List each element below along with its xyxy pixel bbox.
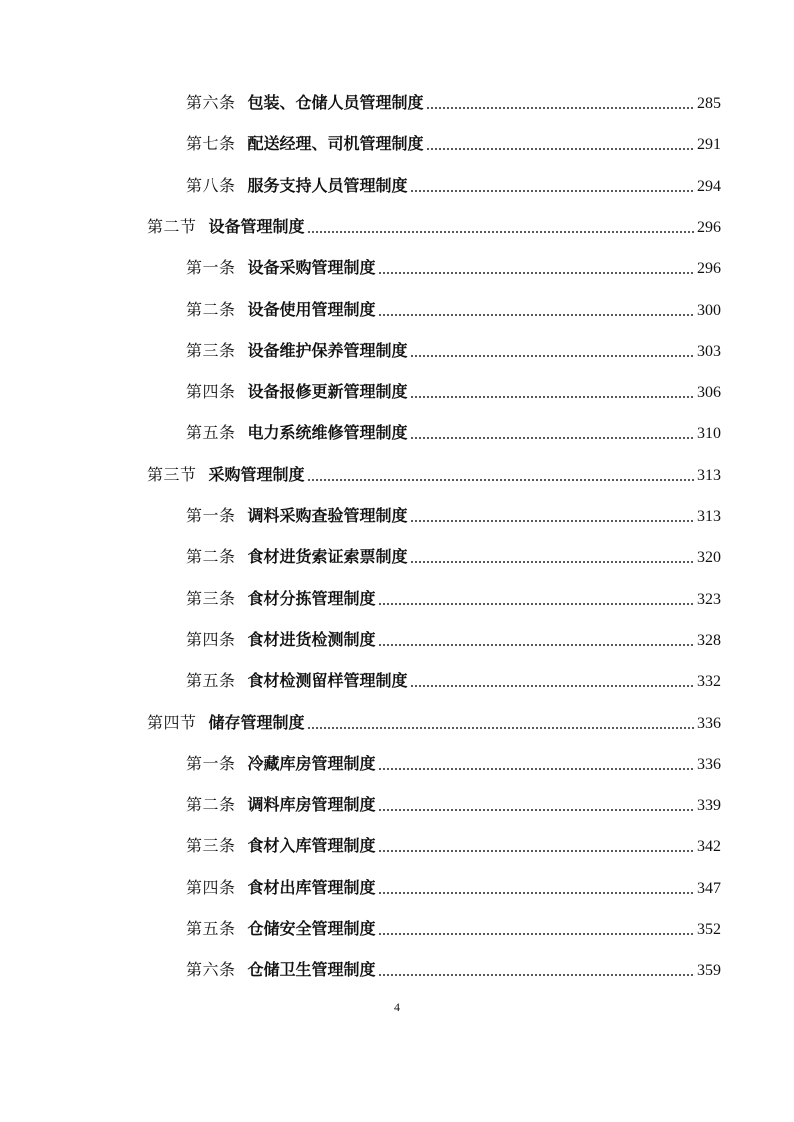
toc-article-entry[interactable] <box>186 131 721 157</box>
toc-article-entry[interactable] <box>186 420 721 446</box>
dot-leader <box>307 231 695 233</box>
dot-leader <box>307 479 695 481</box>
dot-leader <box>410 396 695 398</box>
toc-entry-title: 食材分拣管理制度 <box>247 588 376 608</box>
toc-entry-number: 第三条 <box>186 340 236 360</box>
toc-article-entry[interactable] <box>186 173 721 199</box>
toc-entry-title: 调料库房管理制度 <box>247 795 376 815</box>
toc-article-entry[interactable] <box>186 916 721 942</box>
toc-entry-title: 食材进货索证索票制度 <box>247 547 408 567</box>
toc-article-entry[interactable] <box>186 379 721 405</box>
toc-entry-number: 第三条 <box>186 588 236 608</box>
dot-leader <box>426 107 695 109</box>
toc-article-entry[interactable] <box>186 751 721 777</box>
toc-entry-page: 313 <box>697 466 721 484</box>
dot-leader <box>378 644 695 646</box>
toc-entry-page: 336 <box>697 755 721 773</box>
toc-entry-title: 电力系统维修管理制度 <box>247 423 408 443</box>
dot-leader <box>378 809 695 811</box>
toc-entry-number: 第四条 <box>186 629 236 649</box>
toc-entry-page: 291 <box>697 136 721 154</box>
toc-section-entry[interactable] <box>147 214 721 240</box>
dot-leader <box>378 768 695 770</box>
toc-entry-page: 300 <box>697 301 721 319</box>
toc-entry-title: 设备使用管理制度 <box>247 299 376 319</box>
dot-leader <box>307 727 695 729</box>
toc-article-entry[interactable] <box>186 957 721 983</box>
toc-entry-title: 采购管理制度 <box>208 464 305 484</box>
toc-entry-page: 285 <box>697 95 721 112</box>
toc-entry-number: 第五条 <box>186 423 236 443</box>
toc-entry-number: 第五条 <box>186 671 236 691</box>
toc-article-entry[interactable] <box>186 586 721 612</box>
toc-entry-title: 设备报修更新管理制度 <box>247 382 408 402</box>
toc-entry-page: 313 <box>697 508 721 525</box>
toc-section-entry[interactable] <box>147 710 721 736</box>
toc-entry-page: 359 <box>697 962 721 980</box>
toc-entry-title: 食材检测留样管理制度 <box>247 671 408 691</box>
toc-entry-number: 第二条 <box>186 547 236 567</box>
toc-entry-page: 323 <box>697 590 721 608</box>
toc-entry-number: 第四节 <box>147 712 197 732</box>
toc-article-entry[interactable] <box>186 544 721 570</box>
dot-leader <box>410 561 695 563</box>
toc-entry-title: 冷藏库房管理制度 <box>247 753 376 773</box>
dot-leader <box>410 520 695 522</box>
toc-entry-number: 第四条 <box>186 877 236 897</box>
toc-article-entry[interactable] <box>186 90 721 116</box>
toc-article-entry[interactable] <box>186 255 721 281</box>
dot-leader <box>426 148 695 150</box>
toc-entry-number: 第五条 <box>186 919 236 938</box>
toc-entry-number: 第六条 <box>186 960 236 980</box>
toc-entry-page: 294 <box>697 177 721 195</box>
dot-leader <box>410 437 695 439</box>
toc-article-entry[interactable] <box>186 875 721 901</box>
toc-entry-title: 服务支持人员管理制度 <box>247 175 408 195</box>
toc-article-entry[interactable] <box>186 833 721 859</box>
dot-leader <box>378 974 695 976</box>
toc-article-entry[interactable] <box>186 627 721 653</box>
toc-entry-number: 第八条 <box>186 175 236 195</box>
dot-leader <box>378 933 695 935</box>
toc-article-entry[interactable] <box>186 792 721 818</box>
toc-entry-title: 储存管理制度 <box>208 712 305 732</box>
toc-entry-number: 第一条 <box>186 258 236 278</box>
toc-entry-page: 296 <box>697 218 721 236</box>
toc-entry-page: 347 <box>697 879 721 897</box>
toc-entry-title: 仓储安全管理制度 <box>247 919 376 938</box>
dot-leader <box>410 685 695 687</box>
toc-entry-number: 第二条 <box>186 299 236 319</box>
dot-leader <box>410 190 695 192</box>
toc-entry-number: 第四条 <box>186 382 236 402</box>
toc-article-entry[interactable] <box>186 297 721 323</box>
toc-article-entry[interactable] <box>186 338 721 364</box>
toc-entry-number: 第三条 <box>186 836 236 856</box>
page-number: 4 <box>394 1000 400 1014</box>
toc-entry-page: 320 <box>697 549 721 567</box>
toc-article-entry[interactable] <box>186 503 721 529</box>
toc-section-entry[interactable] <box>147 462 721 488</box>
toc-entry-number: 第一条 <box>186 753 236 773</box>
toc-entry-number: 第七条 <box>186 134 236 154</box>
toc-entry-page: 352 <box>697 921 721 938</box>
toc-entry-page: 339 <box>697 797 721 815</box>
toc-entry-number: 第一条 <box>186 506 236 525</box>
dot-leader <box>378 850 695 852</box>
toc-entry-title: 包装、仓储人员管理制度 <box>247 93 424 112</box>
toc-entry-page: 310 <box>697 425 721 443</box>
toc-entry-title: 设备管理制度 <box>208 216 305 236</box>
toc-entry-page: 336 <box>697 714 721 732</box>
dot-leader <box>378 272 695 274</box>
toc-entry-page: 303 <box>697 342 721 360</box>
toc-entry-title: 设备采购管理制度 <box>247 258 376 278</box>
toc-entry-title: 配送经理、司机管理制度 <box>247 134 424 154</box>
toc-article-entry[interactable] <box>186 668 721 694</box>
toc-entry-number: 第六条 <box>186 93 236 112</box>
toc-entry-title: 食材出库管理制度 <box>247 877 376 897</box>
dot-leader <box>410 355 695 357</box>
toc-entry-number: 第三节 <box>147 464 197 484</box>
toc-entry-title: 仓储卫生管理制度 <box>247 960 376 980</box>
toc-entry-title: 设备维护保养管理制度 <box>247 340 408 360</box>
toc-entry-title: 食材入库管理制度 <box>247 836 376 856</box>
dot-leader <box>378 603 695 605</box>
toc-entry-page: 296 <box>697 260 721 278</box>
toc-entry-number: 第二节 <box>147 216 197 236</box>
toc-entry-page: 332 <box>697 673 721 691</box>
toc-entry-page: 328 <box>697 631 721 649</box>
toc-entry-number: 第二条 <box>186 795 236 815</box>
toc-entry-page: 342 <box>697 838 721 856</box>
toc-entry-title: 调料采购查验管理制度 <box>247 506 408 525</box>
dot-leader <box>378 314 695 316</box>
toc-entry-page: 306 <box>697 384 721 402</box>
dot-leader <box>378 892 695 894</box>
toc-entry-title: 食材进货检测制度 <box>247 629 376 649</box>
